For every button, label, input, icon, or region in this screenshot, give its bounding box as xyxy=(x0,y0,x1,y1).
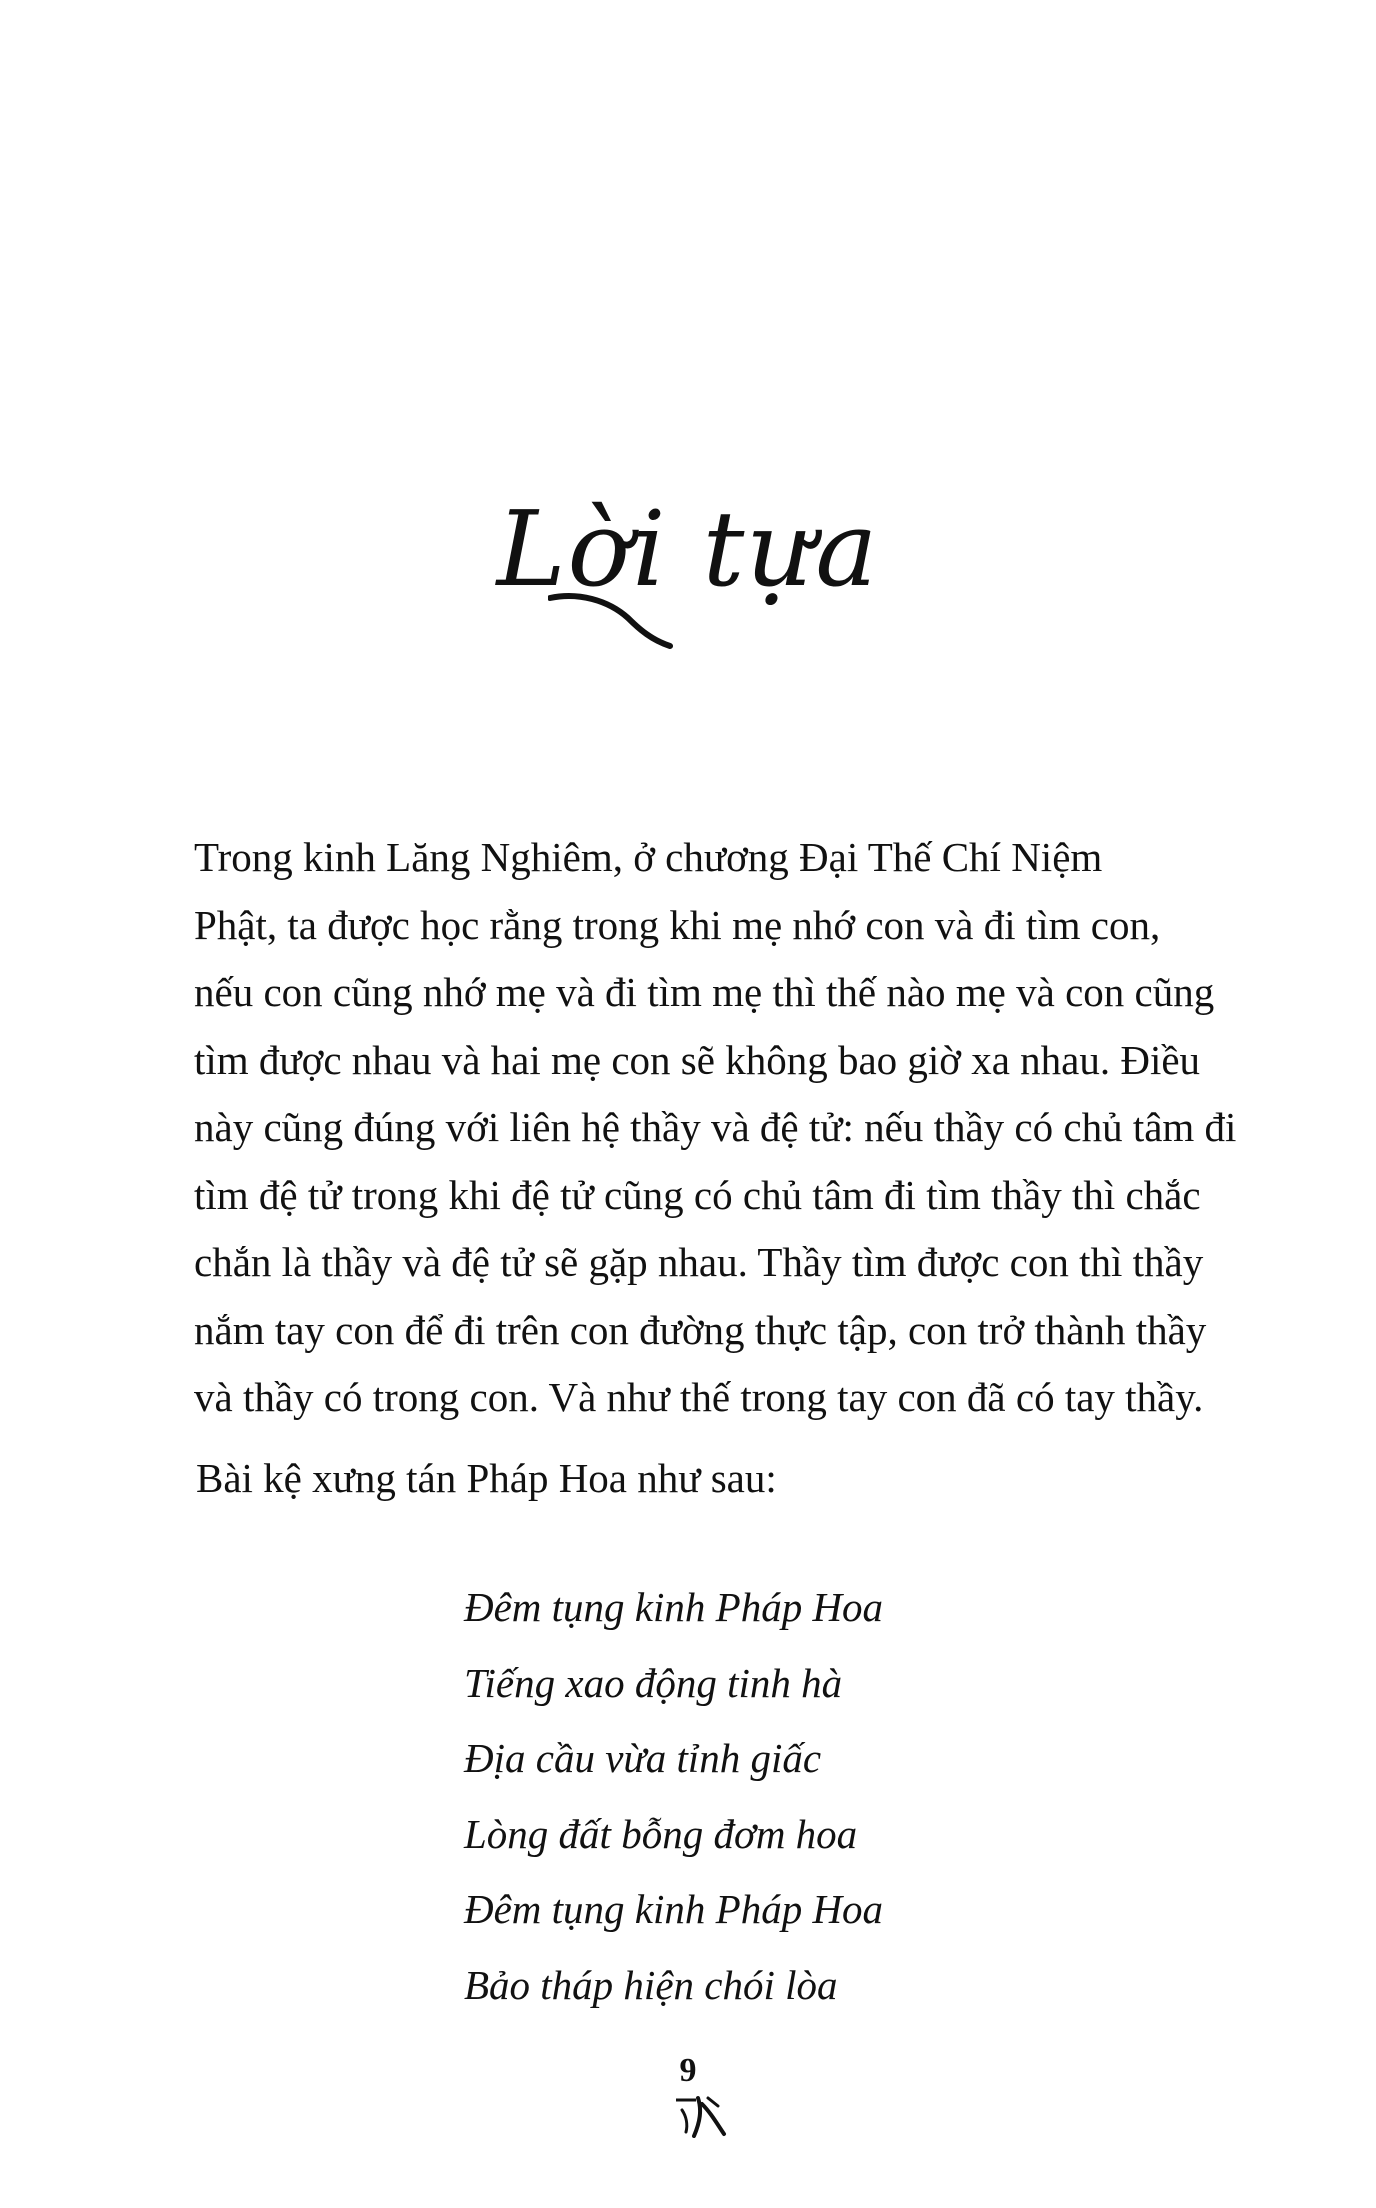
paragraph-line: chắn là thầy và đệ tử sẽ gặp nhau. Thầy tìm được con thì thầy xyxy=(194,1239,1204,1285)
poem-line: Lòng đất bỗng đơm hoa xyxy=(464,1810,858,1857)
paragraph-line: này cũng đúng với liên hệ thầy và đệ tử: nếu thầy có chủ tâm đi xyxy=(194,1104,1237,1150)
paragraph-line: Trong kinh Lăng Nghiêm, ở chương Đại Thế Chí Niệm xyxy=(194,834,1103,880)
paragraph-line: tìm đệ tử trong khi đệ tử cũng có chủ tâm đi tìm thầy thì chắc xyxy=(194,1171,1201,1218)
paragraph-line: nếu con cũng nhớ mẹ và đi tìm mẹ thì thế nào mẹ và con cũng xyxy=(194,969,1215,1015)
bamboo-ornament-icon xyxy=(672,2094,732,2138)
paragraph-line: nắm tay con để đi trên con đường thực tập, con trở thành thầy xyxy=(194,1306,1207,1353)
poem-line: Tiếng xao động tinh hà xyxy=(464,1659,843,1706)
swash-underline-icon xyxy=(548,590,688,650)
page-number: 9 xyxy=(679,2052,697,2089)
poem-line: Đêm tụng kinh Pháp Hoa xyxy=(464,1886,884,1932)
poem-line: Địa cầu vừa tỉnh giấc xyxy=(464,1735,822,1781)
paragraph-line: Phật, ta được học rằng trong khi mẹ nhớ con và đi tìm con, xyxy=(194,901,1161,948)
poem-line: Đêm tụng kinh Pháp Hoa xyxy=(464,1584,884,1630)
page-title: Lời tựa xyxy=(496,488,880,610)
poem-line: Bảo tháp hiện chói lòa xyxy=(464,1961,838,2008)
paragraph-line: tìm được nhau và hai mẹ con sẽ không bao giờ xa nhau. Điều xyxy=(194,1036,1201,1083)
preface-paragraph xyxy=(194,824,1274,1432)
poem-lead-in: Bài kệ xưng tán Pháp Hoa như sau: xyxy=(196,1455,777,1501)
paragraph-line: và thầy có trong con. Và như thế trong tay con đã có tay thầy. xyxy=(194,1374,1204,1420)
paragraph xyxy=(194,824,1274,1432)
poem-verse xyxy=(464,1570,883,2023)
